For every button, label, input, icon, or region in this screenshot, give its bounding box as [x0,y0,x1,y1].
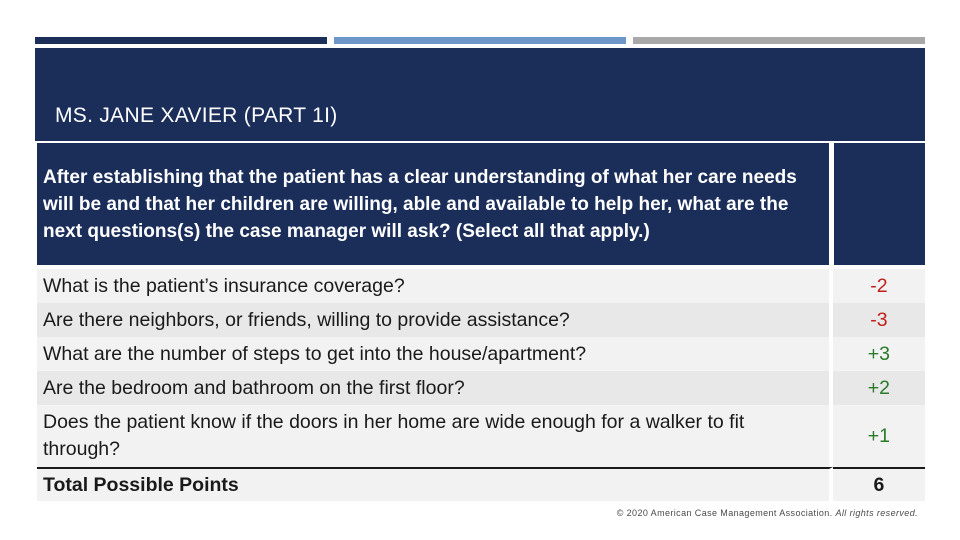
accent-bar-navy [35,37,327,44]
question-row [37,143,925,265]
question-score-header [833,143,925,265]
answer-score: +3 [833,337,925,371]
answer-text: What are the number of steps to get into the house/apartment? [37,337,833,371]
copyright-notice [617,508,918,518]
answer-text: Does the patient know if the doors in her home are wide enough for a walker to fit through? [37,405,833,467]
slide-title: MS. JANE XAVIER (PART 1I) [55,104,338,127]
answer-score: -3 [833,303,925,337]
answer-row [37,405,925,467]
answer-row [37,371,925,405]
answer-text: What is the patient’s insurance coverage? [37,269,833,303]
total-row [37,467,925,501]
rights-text: All rights reserved. [835,508,918,518]
title-band [35,48,925,141]
answer-text: Are the bedroom and bathroom on the first floor? [37,371,833,405]
answer-row [37,337,925,371]
question-table [37,143,925,501]
question-text: After establishing that the patient has a clear understanding of what her care needs will be and that her children are willing, able and available to help her, what are the next questions(s) the case manager will ask? (Select all that apply.) [37,143,833,265]
total-value: 6 [833,467,925,501]
accent-bar-gray [633,37,925,44]
answer-row [37,303,925,337]
answer-row [37,269,925,303]
total-label: Total Possible Points [37,467,833,501]
accent-bar-blue [334,37,626,44]
answer-score: +1 [833,405,925,467]
answer-score: +2 [833,371,925,405]
answer-text: Are there neighbors, or friends, willing to provide assistance? [37,303,833,337]
copyright-text: © 2020 American Case Management Association. [616,508,833,518]
answer-score: -2 [833,269,925,303]
